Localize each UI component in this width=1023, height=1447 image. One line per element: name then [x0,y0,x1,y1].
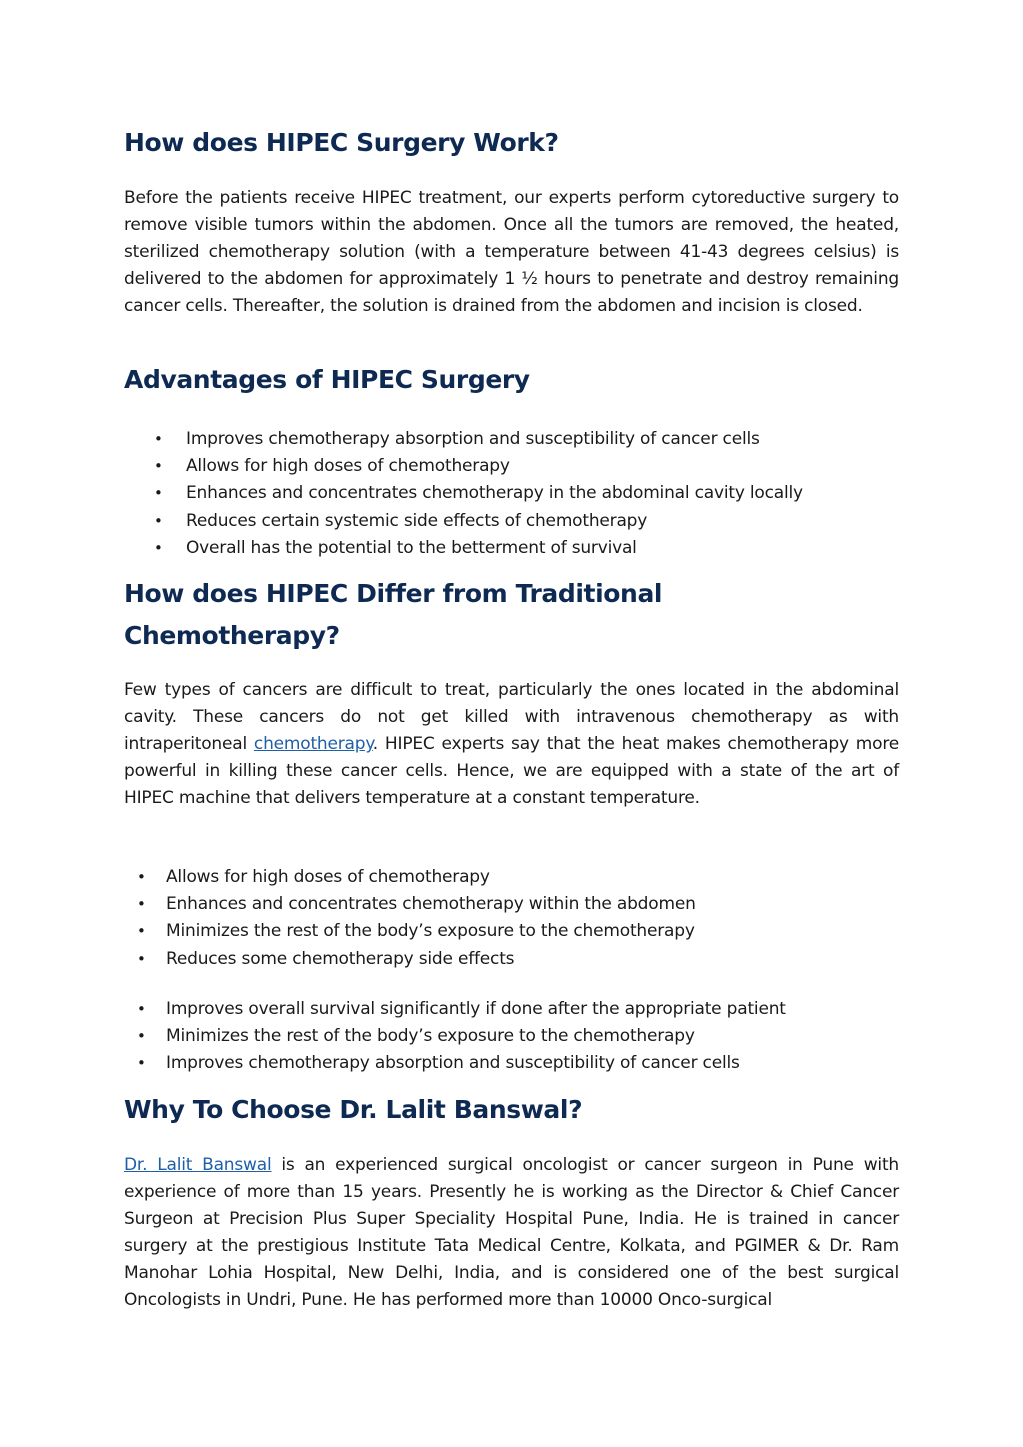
section-heading-advantages: Advantages of HIPEC Surgery [124,365,530,394]
bullet-icon: • [137,1027,146,1046]
bullet-icon: • [137,868,146,886]
advantages-list [124,426,803,562]
bullet-icon: • [137,922,146,941]
list-item: • Improves chemotherapy absorption and susceptibility of cancer cells [124,426,803,453]
list-item: • Reduces certain systemic side effects of chemotherapy [124,508,803,535]
bullet-icon: • [154,457,163,476]
list-item: • Allows for high doses of chemotherapy [124,453,803,480]
bullet-icon: • [154,538,163,557]
section-heading-differ-line1: How does HIPEC Differ from Traditional [124,579,663,608]
bullet-icon: • [137,1000,146,1018]
benefits-list-1 [124,864,696,973]
bullet-icon: • [137,949,146,968]
bullet-icon: • [154,484,163,503]
list-item: • Enhances and concentrates chemotherapy in the abdominal cavity locally [124,480,803,507]
bullet-icon: • [137,895,146,914]
bullet-icon: • [154,430,163,448]
list-item: • Overall has the potential to the betterment of survival [124,535,803,562]
list-item: • Allows for high doses of chemotherapy [124,864,696,891]
list-item: • Minimizes the rest of the body’s exposure to the chemotherapy [124,1023,786,1050]
doctor-profile-link[interactable]: Dr. Lalit Banswal [124,1155,272,1175]
section-heading-differ-line2: Chemotherapy? [124,621,340,650]
chemotherapy-link[interactable]: chemotherapy [253,734,373,755]
paragraph-differ: Few types of cancers are difficult to treat, particularly the ones located in the abdominal cavity. These cancers do not get killed with intravenous chemotherapy as with intraperitoneal chemotherapy. HIPEC experts say that the heat makes chemotherapy more powerful in killing these cancer cells. Hence, we are equipped with a state of the art of HIPEC machine that delivers temperature at a constant temperature. [124,680,899,809]
bullet-icon: • [154,511,163,530]
section-heading-how-hipec-works: How does HIPEC Surgery Work? [124,128,559,157]
bullet-icon: • [137,1054,146,1073]
section-heading-why-choose: Why To Choose Dr. Lalit Banswal? [124,1095,583,1124]
paragraph-how-hipec-works: Before the patients receive HIPEC treatment, our experts perform cytoreductive surgery to remove visible tumors within the abdomen. Once all the tumors are removed, the heated, sterilized chemotherapy solution (with a temperature between 41-43 degrees celsius) is delivered to the abdomen for approximately 1 ½ hours to penetrate and destroy remaining cancer cells. Thereafter, the solution is drained from the abdomen and incision is closed. [124,188,899,317]
list-item: • Minimizes the rest of the body’s exposure to the chemotherapy [124,918,696,945]
list-item: • Improves overall survival significantly if done after the appropriate patient [124,996,786,1023]
benefits-list-2 [124,996,786,1078]
list-item: • Enhances and concentrates chemotherapy within the abdomen [124,891,696,918]
list-item: • Improves chemotherapy absorption and susceptibility of cancer cells [124,1050,786,1077]
list-item: • Reduces some chemotherapy side effects [124,946,696,973]
paragraph-why-choose: Dr. Lalit Banswal is an experienced surgical oncologist or cancer surgeon in Pune with experience of more than 15 years. Presently he is working as the Director & Chief Cancer Surgeon at Precision Plus Super Speciality Hospital Pune, India. He is trained in cancer surgery at the prestigious Institute Tata Medical Centre, Kolkata, and PGIMER & Dr. Ram Manohar Lohia Hospital, New Delhi, India, and is considered one of the best surgical Oncologists in Undri, Pune. He has performed more than 10000 Onco-surgical [124,1155,899,1311]
